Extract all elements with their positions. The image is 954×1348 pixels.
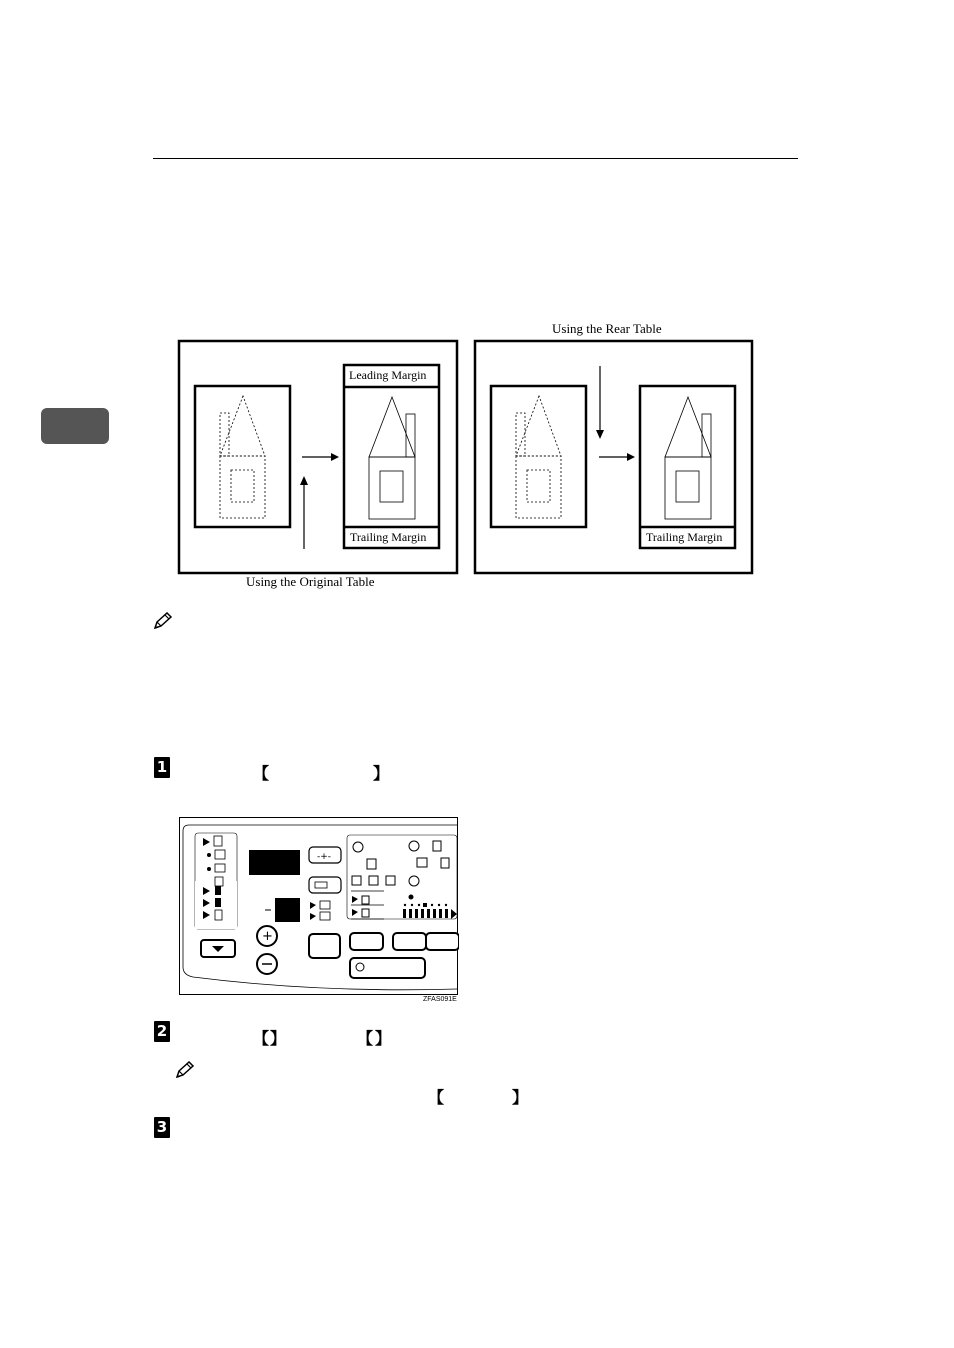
svg-text:-+-: -+- bbox=[317, 852, 332, 862]
dashed-house bbox=[220, 396, 265, 518]
step-2-open-bracket-b: 【 bbox=[357, 1029, 374, 1048]
pencil-note-icon-2 bbox=[175, 1061, 195, 1079]
trailing-margin-label-right: Trailing Margin bbox=[646, 530, 723, 544]
original-table-caption: Using the Original Table bbox=[246, 574, 375, 589]
panel-code-label: ZFAS091E bbox=[423, 996, 457, 1003]
arrow-down bbox=[596, 430, 604, 439]
dashed-house-right bbox=[516, 396, 561, 518]
original-sheet bbox=[195, 386, 290, 527]
step-1-open-bracket: 【 bbox=[253, 764, 270, 783]
copy-sheet-right bbox=[640, 386, 735, 548]
step-3-number: 3 bbox=[154, 1117, 170, 1138]
step-1-close-bracket: 】 bbox=[373, 764, 390, 783]
note-open-bracket: 【 bbox=[428, 1088, 445, 1107]
step-2-close-bracket-b: 】 bbox=[375, 1029, 392, 1048]
trailing-margin-label-left: Trailing Margin bbox=[350, 530, 427, 544]
arrow-right bbox=[331, 453, 339, 461]
pencil-note-icon bbox=[153, 612, 173, 630]
leading-margin-label: Leading Margin bbox=[349, 368, 427, 382]
operation-panel-illustration bbox=[179, 817, 459, 997]
arrow-right-2 bbox=[627, 453, 635, 461]
original-sheet-right bbox=[491, 386, 586, 527]
copy-sheet-left bbox=[344, 365, 439, 548]
svg-text:+: + bbox=[262, 929, 273, 944]
step-2-close-bracket-a: 】 bbox=[270, 1029, 287, 1048]
step-2-number: 2 bbox=[154, 1021, 170, 1042]
step-1-number: 1 bbox=[154, 757, 170, 778]
solid-house-left bbox=[369, 397, 415, 519]
note-close-bracket: 】 bbox=[512, 1088, 529, 1107]
solid-house-right bbox=[665, 397, 711, 519]
rear-table-caption: Using the Rear Table bbox=[552, 321, 662, 336]
arrow-up bbox=[300, 476, 308, 485]
step-2-open-bracket-a: 【 bbox=[253, 1029, 270, 1048]
